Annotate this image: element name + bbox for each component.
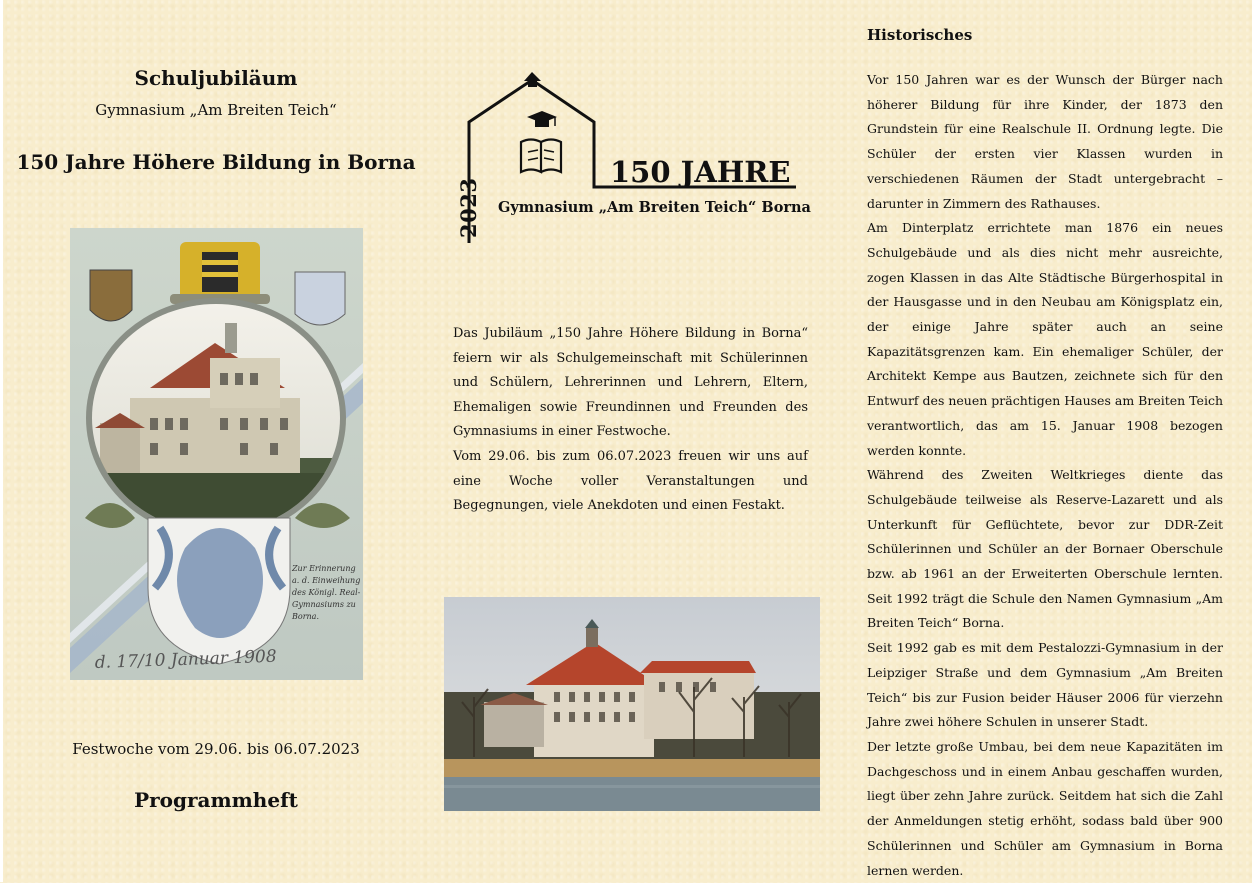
logo-150-jahre: 150 JAHRE (610, 155, 791, 189)
cover-title: Schuljubiläum (134, 66, 298, 90)
history-text (867, 68, 1223, 883)
svg-text:a. d. Einweihung: a. d. Einweihung (292, 576, 361, 585)
svg-text:Zur Erinnerung: Zur Erinnerung (292, 564, 356, 573)
school-photo-image (444, 597, 820, 811)
logo-year: 2023 (456, 177, 481, 238)
crest-icon (170, 242, 270, 304)
intro-paragraph: Vom 29.06. bis zum 06.07.2023 freuen wir uns auf eine Woche voller Veranstaltungen und Begegnungen, viele Anekdoten und einen Festakt. (453, 448, 808, 514)
graduation-cap-icon (527, 111, 557, 127)
book-icon (521, 140, 561, 173)
anniversary-logo (456, 70, 811, 246)
logo-school-name: Gymnasium „Am Breiten Teich“ Borna (498, 199, 811, 216)
svg-text:Gymnasiums zu: Gymnasiums zu (292, 600, 356, 609)
history-heading: Historisches (867, 26, 973, 44)
intro-paragraph: Das Jubiläum „150 Jahre Höhere Bildung in Borna“ feiern wir als Schulgemeinschaft mit Schülerinnen und Schülern, Lehrerinnen und Lehrern, Eltern, Ehemaligen sowie Freundinnen und Freunden des Gymnasiums in einer Festwoche. (453, 326, 808, 440)
cover-headline: 150 Jahre Höhere Bildung in Borna (16, 150, 416, 174)
svg-text:des Königl. Real-: des Königl. Real- (292, 588, 361, 597)
history-paragraph: Während des Zweiten Weltkrieges diente das Schulgebäude teilweise als Reserve-Lazarett und als Unterkunft für Geflüchtete, bevor zur DDR-Zeit Schülerinnen und Schüler an der Bornaer Oberschule bzw. ab 1961 an der Erweiterten Oberschule lernten. Seit 1992 trägt die Schule den Namen Gymnasium „Am Breiten Teich“ Borna. (867, 467, 1223, 631)
festwoche-dates: Festwoche vom 29.06. bis 06.07.2023 (72, 740, 360, 758)
cover-subtitle: Gymnasium „Am Breiten Teich“ (95, 101, 337, 119)
postcard-handwriting: d. 17/10 Januar 1908 (94, 646, 277, 673)
svg-text:Borna.: Borna. (292, 612, 319, 621)
history-paragraph: Vor 150 Jahren war es der Wunsch der Bürger nach höherer Bildung für ihre Kinder, der 1873 den Grundstein für eine Realschule II. Ordnung legte. Die Schüler der ersten vier Klassen wurden in verschiedenen Räumen der Stadt untergebracht – darunter in Zimmern des Rathauses. (867, 72, 1223, 211)
cover-panel (0, 0, 432, 882)
historic-postcard-image (70, 228, 363, 680)
history-paragraph: Am Dinterplatz errichtete man 1876 ein neues Schulgebäude und als dies nicht mehr ausreichte, zogen Klassen in das Alte Städtische Bürgerhospital in der Hausgasse und in den Neubau am Königsplatz ein, der einige Jahre später auch an seine Kapazitätsgrenzen kam. Ein ehemaliger Schüler, der Architekt Kempe aus Bautzen, zeichnete sich für den Entwurf des neuen prächtigen Hauses am Breiten Teich verantwortlich, das am 15. Januar 1908 bezogen werden konnte. (867, 220, 1223, 458)
intro-text (453, 322, 808, 519)
programmheft-label: Programmheft (134, 788, 298, 812)
history-paragraph: Der letzte große Umbau, bei dem neue Kapazitäten im Dachgeschoss und in einem Anbau geschaffen wurden, liegt über zehn Jahre zurück. Seitdem hat sich die Zahl der Anmeldungen stetig erhöht, sodass bald über 900 Schülerinnen und Schüler am Gymnasium in Borna lernen werden. (867, 738, 1223, 878)
history-paragraph: Seit 1992 gab es mit dem Pestalozzi-Gymnasium in der Leipziger Straße und dem Gymnasium „Am Breiten Teich“ bis zur Fusion beider Häuser 2006 für vierzehn Jahre zwei höhere Schulen in unserer Stadt. (867, 640, 1223, 730)
